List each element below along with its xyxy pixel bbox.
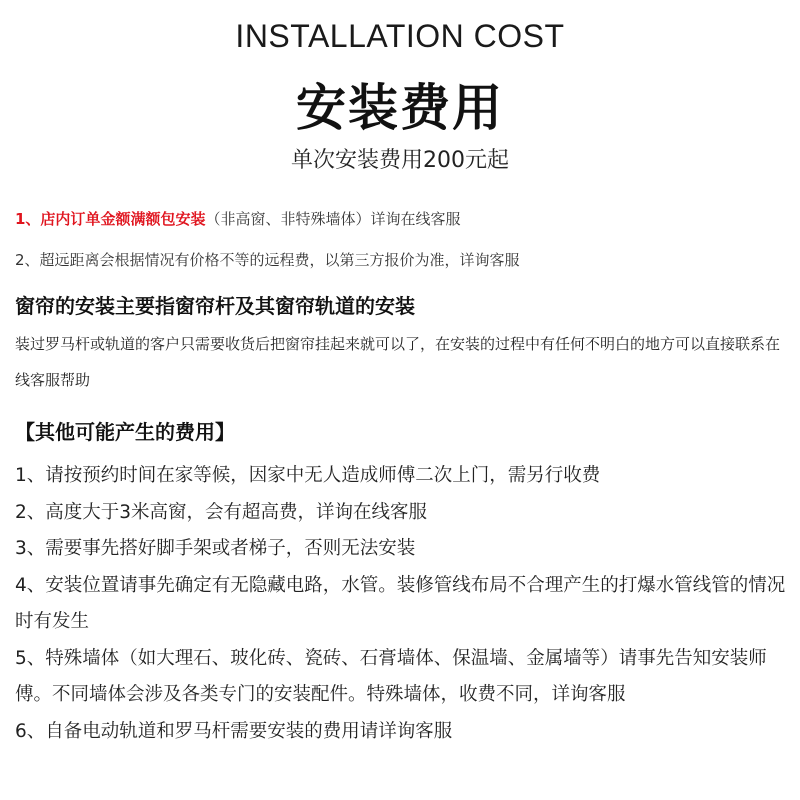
title-chinese: 安装费用	[296, 79, 504, 137]
section-paragraph-installation: 装过罗马杆或轨道的客户只需要收货后把窗帘挂起来就可以了，在安装的过程中有任何不明白的地方可以直接联系在线客服帮助	[15, 335, 781, 389]
note-free-installation	[15, 208, 795, 229]
list-item: 2、高度大于3米高窗，会有超高费，详询在线客服	[15, 501, 428, 523]
note-free-installation-condition: （非高窗、非特殊墙体）详询在线客服	[205, 210, 461, 228]
section-heading-installation: 窗帘的安装主要指窗帘杆及其窗帘轨道的安装	[15, 294, 415, 318]
list-item: 5、特殊墙体（如大理石、玻化砖、瓷砖、石膏墙体、保温墙、金属墙等）请事先告知安装师傅。不同墙体会涉及各类专门的安装配件。特殊墙体，收费不同，详询客服	[15, 647, 767, 705]
title-english: INSTALLATION COST	[235, 18, 565, 54]
list-item: 3、需要事先搭好脚手架或者梯子，否则无法安装	[15, 538, 416, 559]
section-heading-other-fees: 【其他可能产生的费用】	[15, 420, 235, 444]
other-fees-list	[15, 458, 790, 750]
list-item: 4、安装位置请事先确定有无隐藏电路，水管。装修管线布局不合理产生的打爆水管线管的情况时有发生	[15, 574, 786, 632]
subtitle-starting-price: 单次安装费用200元起	[291, 148, 509, 173]
note-remote-fee: 2、超远距离会根据情况有价格不等的远程费，以第三方报价为准，详询客服	[15, 251, 520, 269]
list-item: 6、自备电动轨道和罗马杆需要安装的费用请详询客服	[15, 720, 453, 742]
list-item: 1、请按预约时间在家等候，因家中无人造成师傅二次上门，需另行收费	[15, 465, 601, 486]
note-free-installation-highlight: 1、店内订单金额满额包安装	[15, 210, 206, 228]
